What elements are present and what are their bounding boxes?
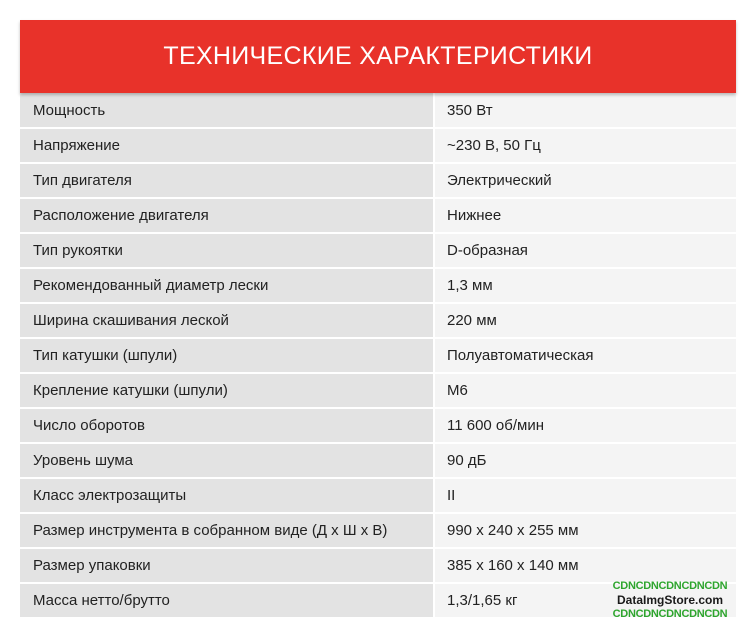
spec-label: Тип катушки (шпули) (20, 338, 434, 373)
spec-label: Размер упаковки (20, 548, 434, 583)
table-row (20, 443, 736, 478)
table-row (20, 373, 736, 408)
spec-value: Электрический (434, 163, 736, 198)
table-row (20, 548, 736, 583)
spec-label: Число оборотов (20, 408, 434, 443)
spec-label: Напряжение (20, 128, 434, 163)
table-row (20, 128, 736, 163)
table-row (20, 268, 736, 303)
table-row (20, 93, 736, 128)
table-row (20, 233, 736, 268)
spec-value: 90 дБ (434, 443, 736, 478)
spec-value: D-образная (434, 233, 736, 268)
spec-label: Уровень шума (20, 443, 434, 478)
spec-label: Размер инструмента в собранном виде (Д х Ш х В) (20, 513, 434, 548)
spec-label: Тип рукоятки (20, 233, 434, 268)
watermark-line-top: CDNCDNCDNCDNCDN (612, 580, 728, 592)
table-row (20, 303, 736, 338)
spec-value: Полуавтоматическая (434, 338, 736, 373)
table-row (20, 338, 736, 373)
spec-label: Рекомендованный диаметр лески (20, 268, 434, 303)
table-row (20, 513, 736, 548)
table-row (20, 198, 736, 233)
spec-value: 1,3 мм (434, 268, 736, 303)
spec-label: Мощность (20, 93, 434, 128)
spec-value: Нижнее (434, 198, 736, 233)
spec-value: 220 мм (434, 303, 736, 338)
spec-label: Ширина скашивания леской (20, 303, 434, 338)
spec-value: М6 (434, 373, 736, 408)
spec-value: ~230 В, 50 Гц (434, 128, 736, 163)
table-row (20, 478, 736, 513)
spec-value: 350 Вт (434, 93, 736, 128)
spec-label: Крепление катушки (шпули) (20, 373, 434, 408)
spec-header (20, 20, 736, 93)
watermark-site: DataImgStore.com (616, 593, 724, 607)
table-row (20, 163, 736, 198)
watermark (601, 579, 739, 621)
spec-label: Класс электрозащиты (20, 478, 434, 513)
spec-value: 385 х 160 х 140 мм (434, 548, 736, 583)
spec-table-body (20, 93, 736, 618)
spec-value: II (434, 478, 736, 513)
spec-value: 11 600 об/мин (434, 408, 736, 443)
spec-value: 1,3/1,65 кг (434, 583, 736, 618)
page-title: ТЕХНИЧЕСКИЕ ХАРАКТЕРИСТИКИ (163, 42, 593, 70)
spec-table (20, 93, 736, 619)
watermark-line-bottom: CDNCDNCDNCDNCDN (612, 608, 728, 620)
spec-label: Тип двигателя (20, 163, 434, 198)
spec-sheet (20, 20, 736, 619)
table-row (20, 408, 736, 443)
spec-label: Расположение двигателя (20, 198, 434, 233)
spec-value: 990 х 240 х 255 мм (434, 513, 736, 548)
spec-label: Масса нетто/брутто (20, 583, 434, 618)
